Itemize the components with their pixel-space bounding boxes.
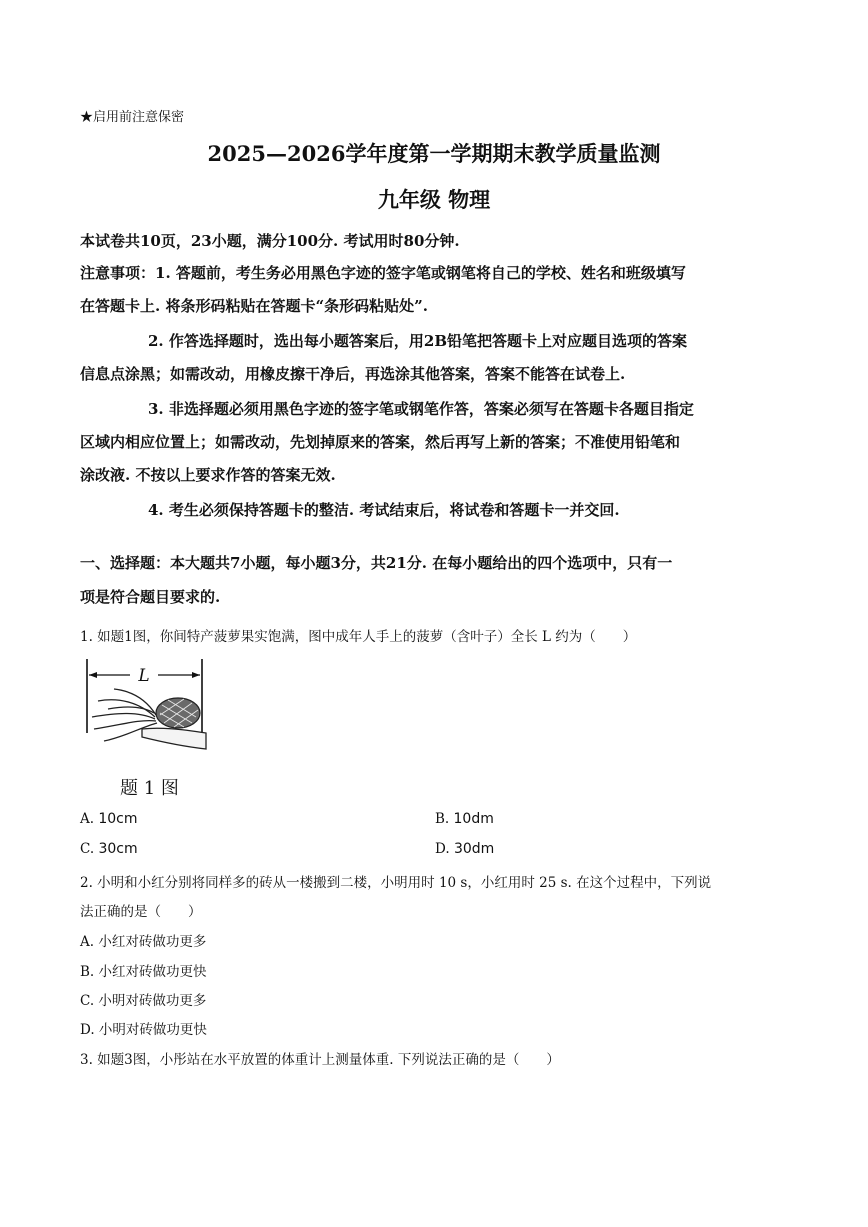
question-3-stem: 3. 如题3图，小彤站在水平放置的体重计上测量体重. 下列说法正确的是（ ） (80, 1052, 560, 1068)
q1-option-a[interactable] (80, 811, 138, 827)
note-1-line-2: 在答题卡上. 将条形码粘贴在答题卡“条形码粘贴处”. (80, 297, 428, 315)
q1-option-b[interactable] (435, 811, 494, 827)
option-text: 30dm (453, 841, 495, 857)
note-3-line-2: 区域内相应位置上；如需改动，先划掉原来的答案，然后再写上新的答案；不准使用铅笔和 (80, 433, 681, 451)
note-2-line-2: 信息点涂黑；如需改动，用橡皮擦干净后，再选涂其他答案，答案不能答在试卷上. (80, 365, 626, 383)
q2-option-a[interactable]: A. 小红对砖做功更多 (80, 934, 207, 950)
option-text: 30cm (98, 841, 138, 857)
note-2-line-1: 2. 作答选择题时，选出每小题答案后，用2B铅笔把答题卡上对应题目选项的答案 (148, 332, 688, 350)
option-letter: A. (80, 811, 95, 827)
exam-intro: 本试卷共10页，23小题，满分100分. 考试用时80分钟. (80, 232, 460, 250)
note-3-line-3: 涂改液. 不按以上要求作答的答案无效. (80, 466, 336, 484)
q2-option-c[interactable]: C. 小明对砖做功更多 (80, 993, 207, 1009)
length-label: L (138, 666, 150, 686)
q2-option-d[interactable]: D. 小明对砖做功更快 (80, 1022, 207, 1038)
note-3-line-1: 3. 非选择题必须用黑色字迹的签字笔或钢笔作答，答案必须写在答题卡各题目指定 (148, 400, 694, 418)
option-letter: D. (435, 841, 450, 857)
option-text: 10cm (98, 811, 138, 827)
section-1-heading-line-2: 项是符合题目要求的. (80, 588, 221, 606)
note-4: 4. 考生必须保持答题卡的整洁. 考试结束后，将试卷和答题卡一并交回. (148, 501, 620, 519)
pineapple-figure (80, 655, 210, 755)
exam-title: 2025—2026学年度第一学期期末教学质量监测 (207, 141, 661, 166)
question-2-stem-line-2: 法正确的是（ ） (80, 904, 202, 920)
section-1-heading-line-1: 一、选择题：本大题共7小题，每小题3分，共21分. 在每小题给出的四个选项中，只有一 (80, 554, 673, 572)
note-1-line-1: 注意事项：1. 答题前，考生务必用黑色字迹的签字笔或钢笔将自己的学校、姓名和班级填写 (80, 264, 686, 282)
exam-subtitle: 九年级 物理 (377, 187, 491, 212)
q1-option-c[interactable] (80, 841, 138, 857)
option-letter: B. (435, 811, 450, 827)
question-2-stem-line-1: 2. 小明和小红分别将同样多的砖从一楼搬到二楼，小明用时 10 s，小红用时 25 s. 在这个过程中，下列说 (80, 875, 712, 891)
figure-1-caption: 题 1 图 (120, 778, 179, 799)
question-1-stem: 1. 如题1图，你间特产菠萝果实饱满，图中成年人手上的菠萝（含叶子）全长 L 约为（ ） (80, 629, 637, 645)
option-letter: C. (80, 841, 95, 857)
option-text: 10dm (453, 811, 494, 827)
hand-icon (142, 728, 206, 749)
confidential-notice: ★启用前注意保密 (80, 110, 185, 125)
q1-option-d[interactable] (435, 841, 494, 857)
q2-option-b[interactable]: B. 小红对砖做功更快 (80, 964, 207, 980)
